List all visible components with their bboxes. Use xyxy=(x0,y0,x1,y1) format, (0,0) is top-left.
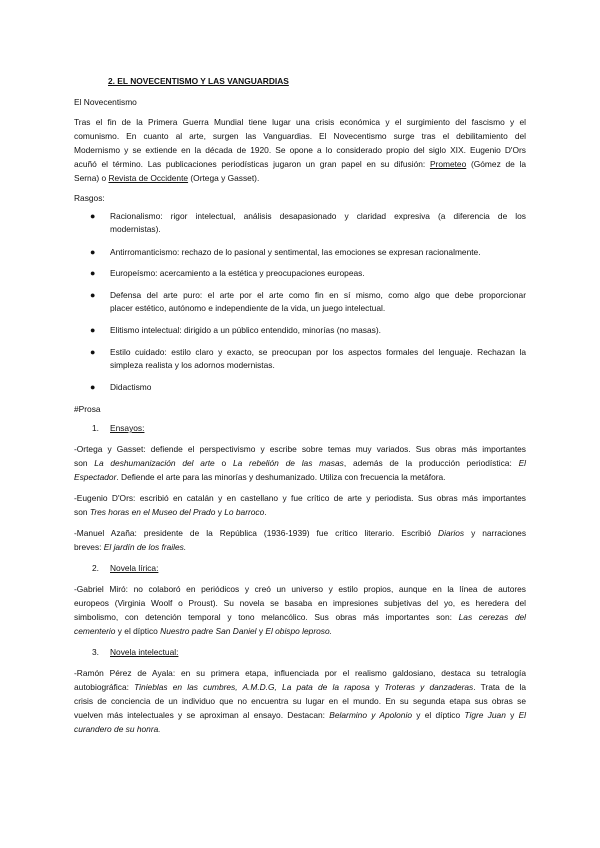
subsection-title-novela-lirica: Novela lírica: xyxy=(110,563,159,573)
bullet-icon: ● xyxy=(90,268,96,278)
prosa-heading: #Prosa xyxy=(74,404,101,414)
subsection-number: 2. xyxy=(92,563,99,573)
rasgo-4-line-2: placer estético, autónomo e independiente de la vida, un juego intelectual. xyxy=(110,303,386,313)
subsection-number: 1. xyxy=(92,423,99,433)
ayala-line-3: crisis de conciencia de un individuo que no encuentra su lugar en el mundo. En su segunda etapa sus obras se xyxy=(74,696,526,706)
intro-line-5: Serna) o Revista de Occidente (Ortega y Gasset). xyxy=(74,173,260,183)
intro-line-2: comunismo. En cuanto al arte, surgen las Vanguardias. El Novecentismo surge tras el debilitamiento del xyxy=(74,131,526,141)
rasgo-2: Antirromanticismo: rechazo de lo pasional y sentimental, las emociones se expresan racionalmente. xyxy=(110,247,481,257)
document-title: 2. EL NOVECENTISMO Y LAS VANGUARDIAS xyxy=(108,76,289,86)
prometeo-link: Prometeo xyxy=(429,159,467,169)
ayala-line-2: autobiográfica: Tinieblas en las cumbres, A.M.D.G, La pata de la raposa y Troteras y danzaderas. Trata de la xyxy=(74,682,527,692)
bullet-icon: ● xyxy=(90,211,96,221)
intro-line-1: Tras el fin de la Primera Guerra Mundial tiene lugar una crisis económica y el surgimiento del fascismo y el xyxy=(74,117,526,127)
ortega-line-3: Espectador. Defiende el arte para las minorías y deshumanizado. Utiliza con frecuencia la metáfora. xyxy=(74,472,446,482)
ayala-line-1: -Ramón Pérez de Ayala: en su primera etapa, influenciada por el realismo galdosiano, destaca su tetralogía xyxy=(74,668,526,678)
miro-line-1: -Gabriel Miró: no colaboró en periódicos y creó un universo y estilo propios, aunque en la línea de autores xyxy=(74,584,526,594)
miro-line-4: cementerio y el díptico Nuestro padre San Daniel y El obispo leproso. xyxy=(74,626,332,636)
subsection-number: 3. xyxy=(92,647,99,657)
dors-line-1: -Eugenio D'Ors: escribió en catalán y en castellano y fue crítico de arte y periodista. Sus obras más importantes xyxy=(74,493,526,503)
azana-line-1: -Manuel Azaña: presidente de la República (1936-1939) fue crítico literario. Escribió Diarios y narraciones xyxy=(74,528,527,538)
rasgo-7: Didactismo xyxy=(110,382,152,392)
bullet-icon: ● xyxy=(90,325,96,335)
bullet-icon: ● xyxy=(90,290,96,300)
miro-line-3: simbolismo, con detención temporal y tono melancólico. Sus obras más importantes son: Las cerezas del xyxy=(74,612,526,622)
rasgo-3: Europeísmo: acercamiento a la estética y preocupaciones europeas. xyxy=(110,268,365,278)
rasgo-1-line-1: Racionalismo: rigor intelectual, análisis desapasionado y claridad expresiva (a diferencia de los xyxy=(110,211,526,221)
ayala-line-5: curandero de su honra. xyxy=(74,724,161,734)
bullet-icon: ● xyxy=(90,382,96,392)
ayala-line-4: vuelven más intelectuales y se aproximan al ensayo. Destacan: Belarmino y Apolonio y el díptico Tigre Juan y El xyxy=(74,710,527,720)
ortega-line-2: son La deshumanización del arte o La rebelión de las masas, además de la producción periodística: El xyxy=(74,458,527,468)
rasgo-6-line-2: simpleza realista y los adornos modernistas. xyxy=(110,360,275,370)
rasgo-4-line-1: Defensa del arte puro: el arte por el arte como fin en sí mismo, como algo que debe proporcionar xyxy=(110,290,526,300)
rasgo-5: Elitismo intelectual: dirigido a un público entendido, minorías (no masas). xyxy=(110,325,381,335)
bullet-icon: ● xyxy=(90,347,96,357)
miro-line-2: europeos (Virginia Woolf o Proust). Su novela se basaba en impresiones subjetivas del yo, es heredera del xyxy=(74,598,526,608)
intro-line-4: acuñó el término. Las publicaciones periodísticas jugaron un gran papel en su difusión: Prometeo (Gómez de la xyxy=(74,159,527,169)
azana-line-2: breves: El jardín de los frailes. xyxy=(74,542,187,552)
subsection-title-novela-intelectual: Novela intelectual: xyxy=(110,647,179,657)
section-heading: El Novecentismo xyxy=(74,97,137,107)
dors-line-2: son Tres horas en el Museo del Prado y Lo barroco. xyxy=(74,507,267,517)
subsection-title-ensayos: Ensayos: xyxy=(110,423,145,433)
rasgos-label: Rasgos: xyxy=(74,193,105,203)
bullet-icon: ● xyxy=(90,247,96,257)
rasgo-6-line-1: Estilo cuidado: estilo claro y exacto, se preocupan por los aspectos formales del lenguaje. Rechazan la xyxy=(110,347,526,357)
rasgo-1-line-2: modernistas). xyxy=(110,224,161,234)
intro-line-3: Modernismo y se extiende en la década de 1920. Se opone a lo considerado propio del siglo XIX. Eugenio D'Ors xyxy=(74,145,526,155)
revista-link: Revista de Occidente xyxy=(108,173,189,183)
ortega-line-1: -Ortega y Gasset: defiende el perspectivismo y escribe sobre temas muy variados. Sus obras más importantes xyxy=(74,444,526,454)
